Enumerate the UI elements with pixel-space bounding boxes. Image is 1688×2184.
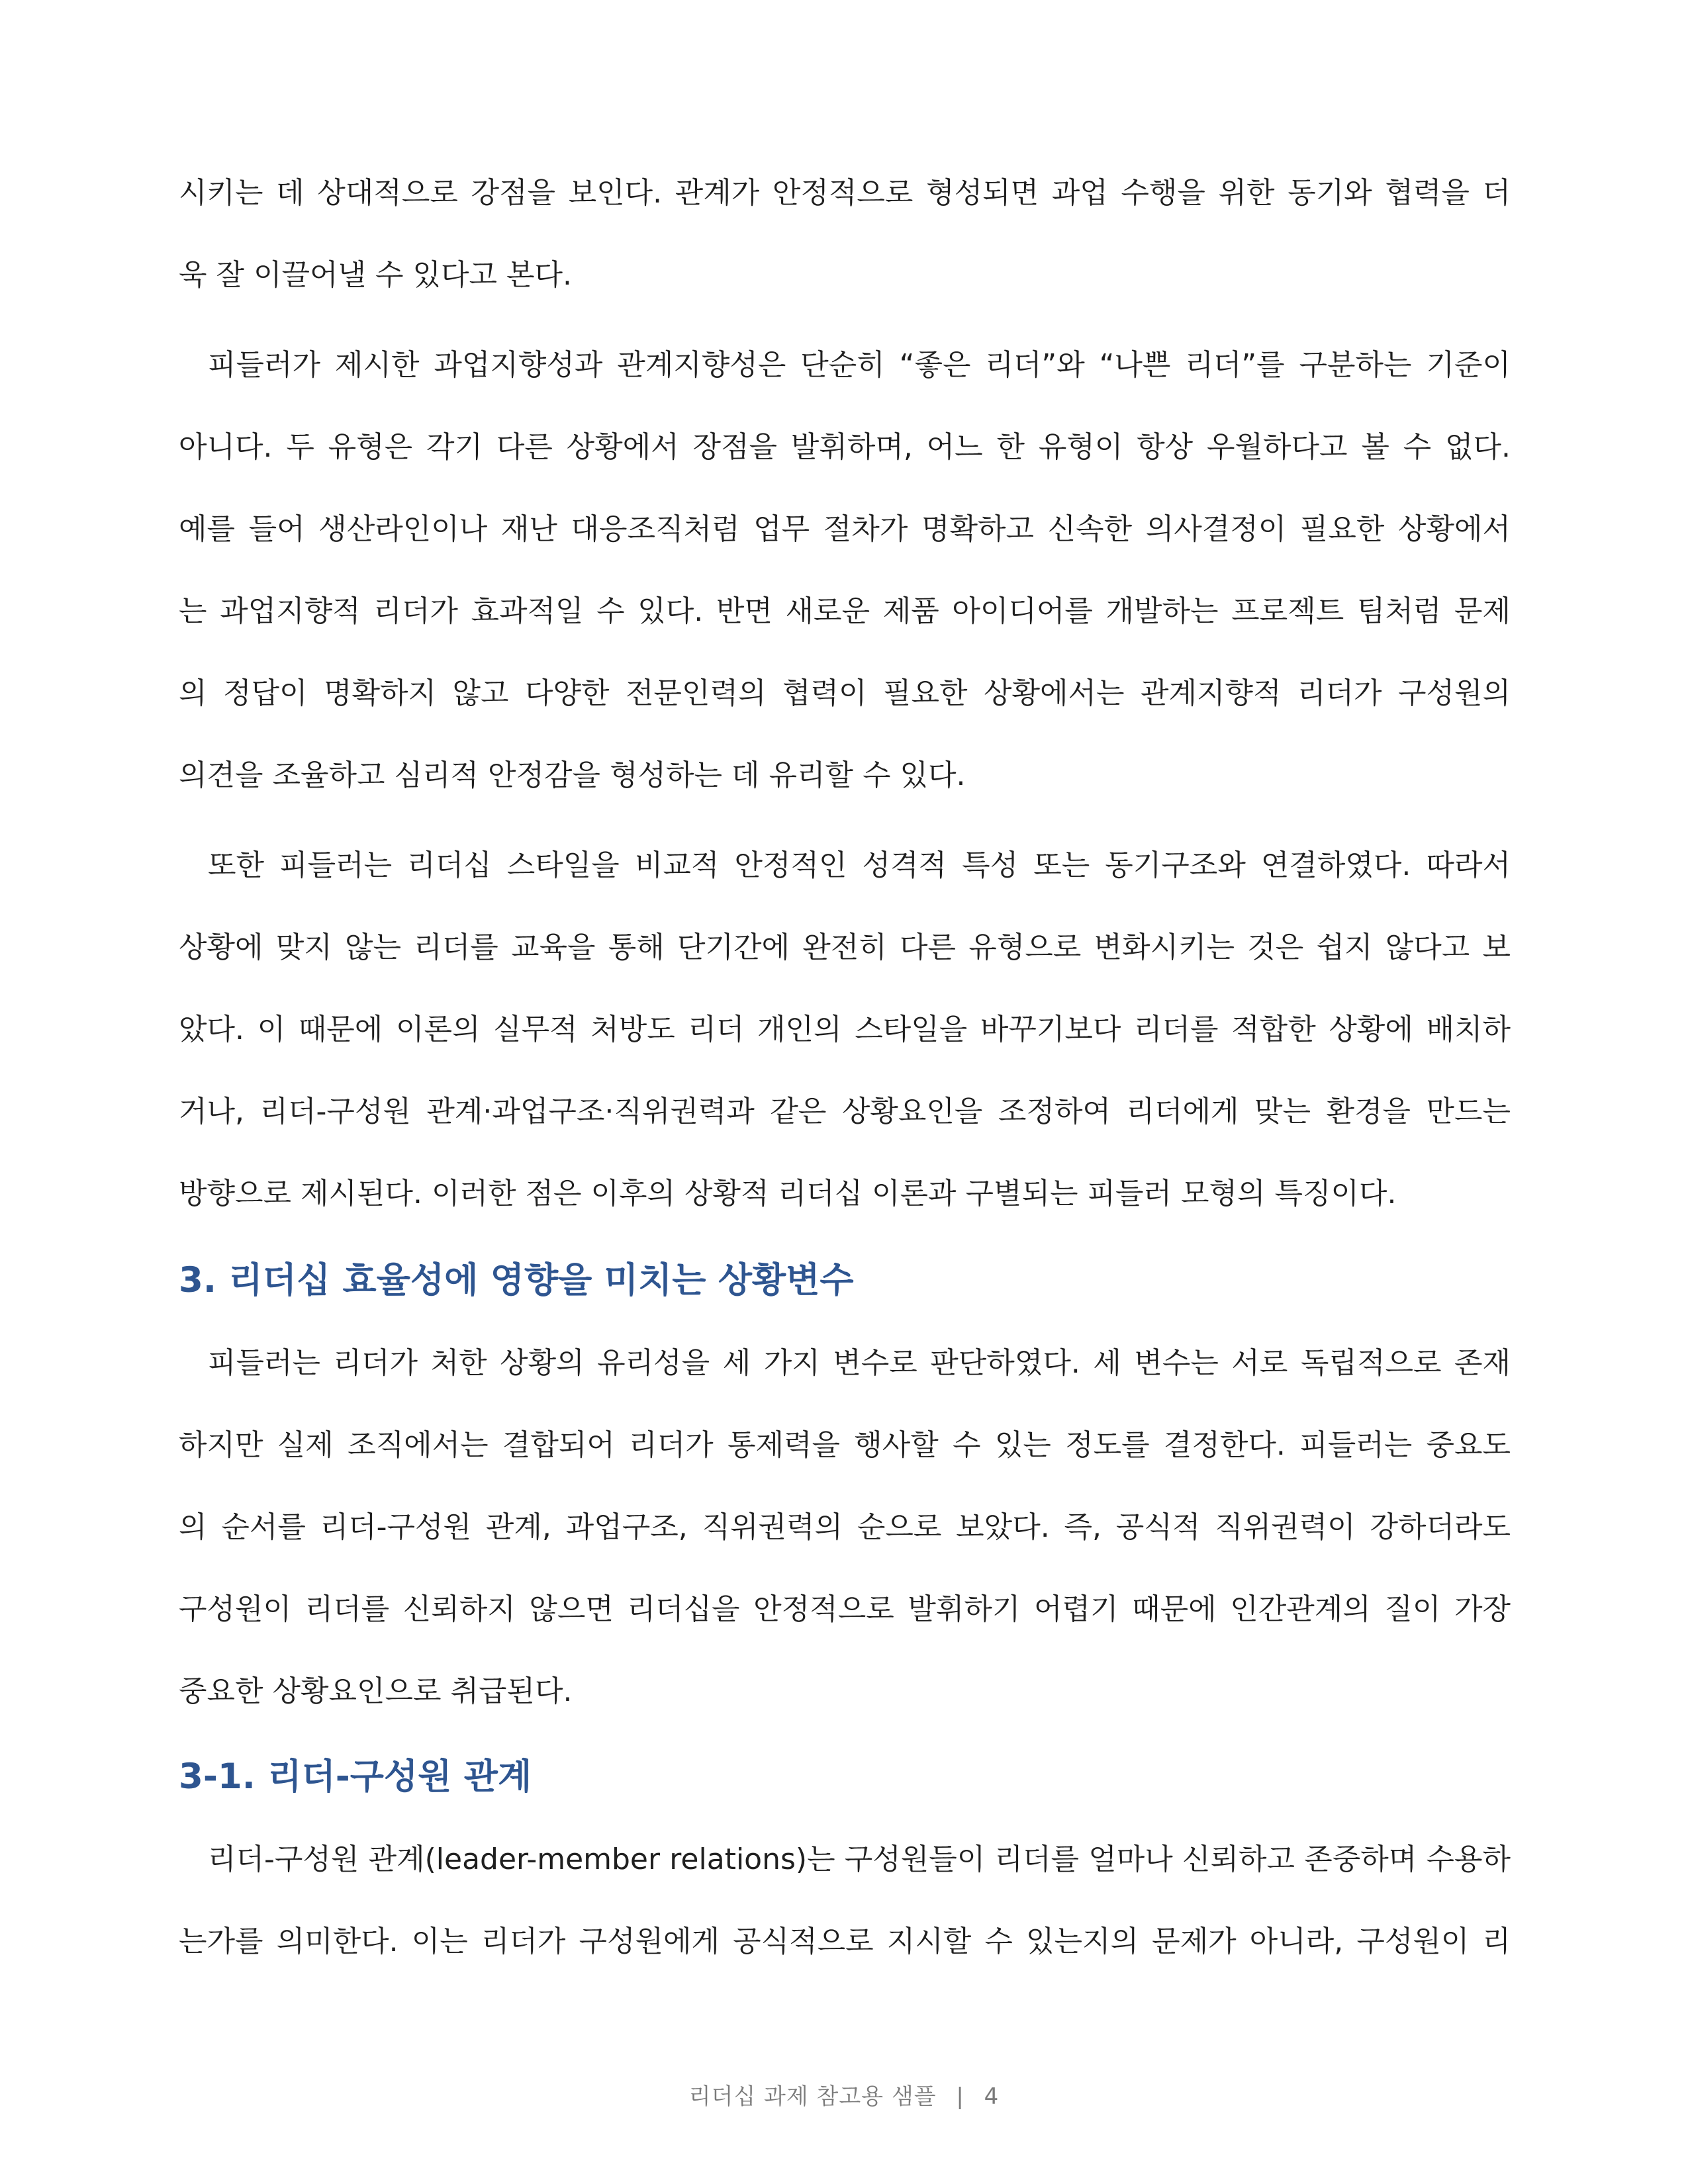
paragraph-line: 예를 들어 생산라인이나 재난 대응조직처럼 업무 절차가 명확하고 신속한 의사결정이 필요한 상황에서: [179, 512, 1511, 546]
paragraph-line: 방향으로 제시된다. 이러한 점은 이후의 상황적 리더십 이론과 구별되는 피들러 모형의 특징이다.: [179, 1177, 1397, 1210]
section-heading: 3. 리더십 효율성에 영향을 미치는 상황변수: [179, 1260, 854, 1300]
footer-separator: |: [956, 2083, 964, 2110]
paragraph-line: 중요한 상황요인으로 취급된다.: [179, 1674, 573, 1708]
paragraph-line: 하지만 실제 조직에서는 결합되어 리더가 통제력을 행사할 수 있는 정도를 결정한다. 피들러는 중요도: [179, 1428, 1511, 1462]
page-footer: [0, 2078, 1688, 2111]
paragraph-line: 의 순서를 리더-구성원 관계, 과업구조, 직위권력의 순으로 보았다. 즉, 공식적 직위권력이 강하더라도: [179, 1510, 1511, 1544]
paragraph-line: 피들러가 제시한 과업지향성과 관계지향성은 단순히 “좋은 리더”와 “나쁜 리더”를 구분하는 기준이: [208, 348, 1511, 382]
paragraph-line: 는가를 의미한다. 이는 리더가 구성원에게 공식적으로 지시할 수 있는지의 문제가 아니라, 구성원이 리: [179, 1925, 1511, 1958]
paragraph-line: 상황에 맞지 않는 리더를 교육을 통해 단기간에 완전히 다른 유형으로 변화시키는 것은 쉽지 않다고 보: [179, 931, 1511, 964]
subsection-heading: 3-1. 리더-구성원 관계: [179, 1756, 532, 1797]
footer-title: 리더십 과제 참고용 샘플: [688, 2083, 937, 2110]
paragraph-line: 의 정답이 명확하지 않고 다양한 전문인력의 협력이 필요한 상황에서는 관계지향적 리더가 구성원의: [179, 676, 1511, 710]
paragraph-line: 구성원이 리더를 신뢰하지 않으면 리더십을 안정적으로 발휘하기 어렵기 때문에 인간관계의 질이 가장: [179, 1592, 1511, 1626]
paragraph-line: 의견을 조율하고 심리적 안정감을 형성하는 데 유리할 수 있다.: [179, 758, 966, 792]
paragraph-line: 아니다. 두 유형은 각기 다른 상황에서 장점을 발휘하며, 어느 한 유형이 항상 우월하다고 볼 수 없다.: [179, 430, 1511, 464]
paragraph-line: 욱 잘 이끌어낼 수 있다고 본다.: [179, 258, 572, 292]
paragraph-line: 시키는 데 상대적으로 강점을 보인다. 관계가 안정적으로 형성되면 과업 수행을 위한 동기와 협력을 더: [179, 176, 1511, 210]
paragraph-line: 거나, 리더-구성원 관계·과업구조·직위권력과 같은 상황요인을 조정하여 리더에게 맞는 환경을 만드는: [179, 1095, 1511, 1128]
paragraph-line: 았다. 이 때문에 이론의 실무적 처방도 리더 개인의 스타일을 바꾸기보다 리더를 적합한 상황에 배치하: [179, 1013, 1511, 1046]
page-number: 4: [984, 2083, 1000, 2110]
paragraph-line: 피들러는 리더가 처한 상황의 유리성을 세 가지 변수로 판단하였다. 세 변수는 서로 독립적으로 존재: [208, 1346, 1511, 1380]
paragraph-line: 또한 피들러는 리더십 스타일을 비교적 안정적인 성격적 특성 또는 동기구조와 연결하였다. 따라서: [208, 848, 1511, 882]
paragraph-line: 는 과업지향적 리더가 효과적일 수 있다. 반면 새로운 제품 아이디어를 개발하는 프로젝트 팀처럼 문제: [179, 594, 1511, 628]
paragraph-line: 리더-구성원 관계(leader-member relations)는 구성원들이 리더를 얼마나 신뢰하고 존중하며 수용하: [208, 1843, 1511, 1876]
